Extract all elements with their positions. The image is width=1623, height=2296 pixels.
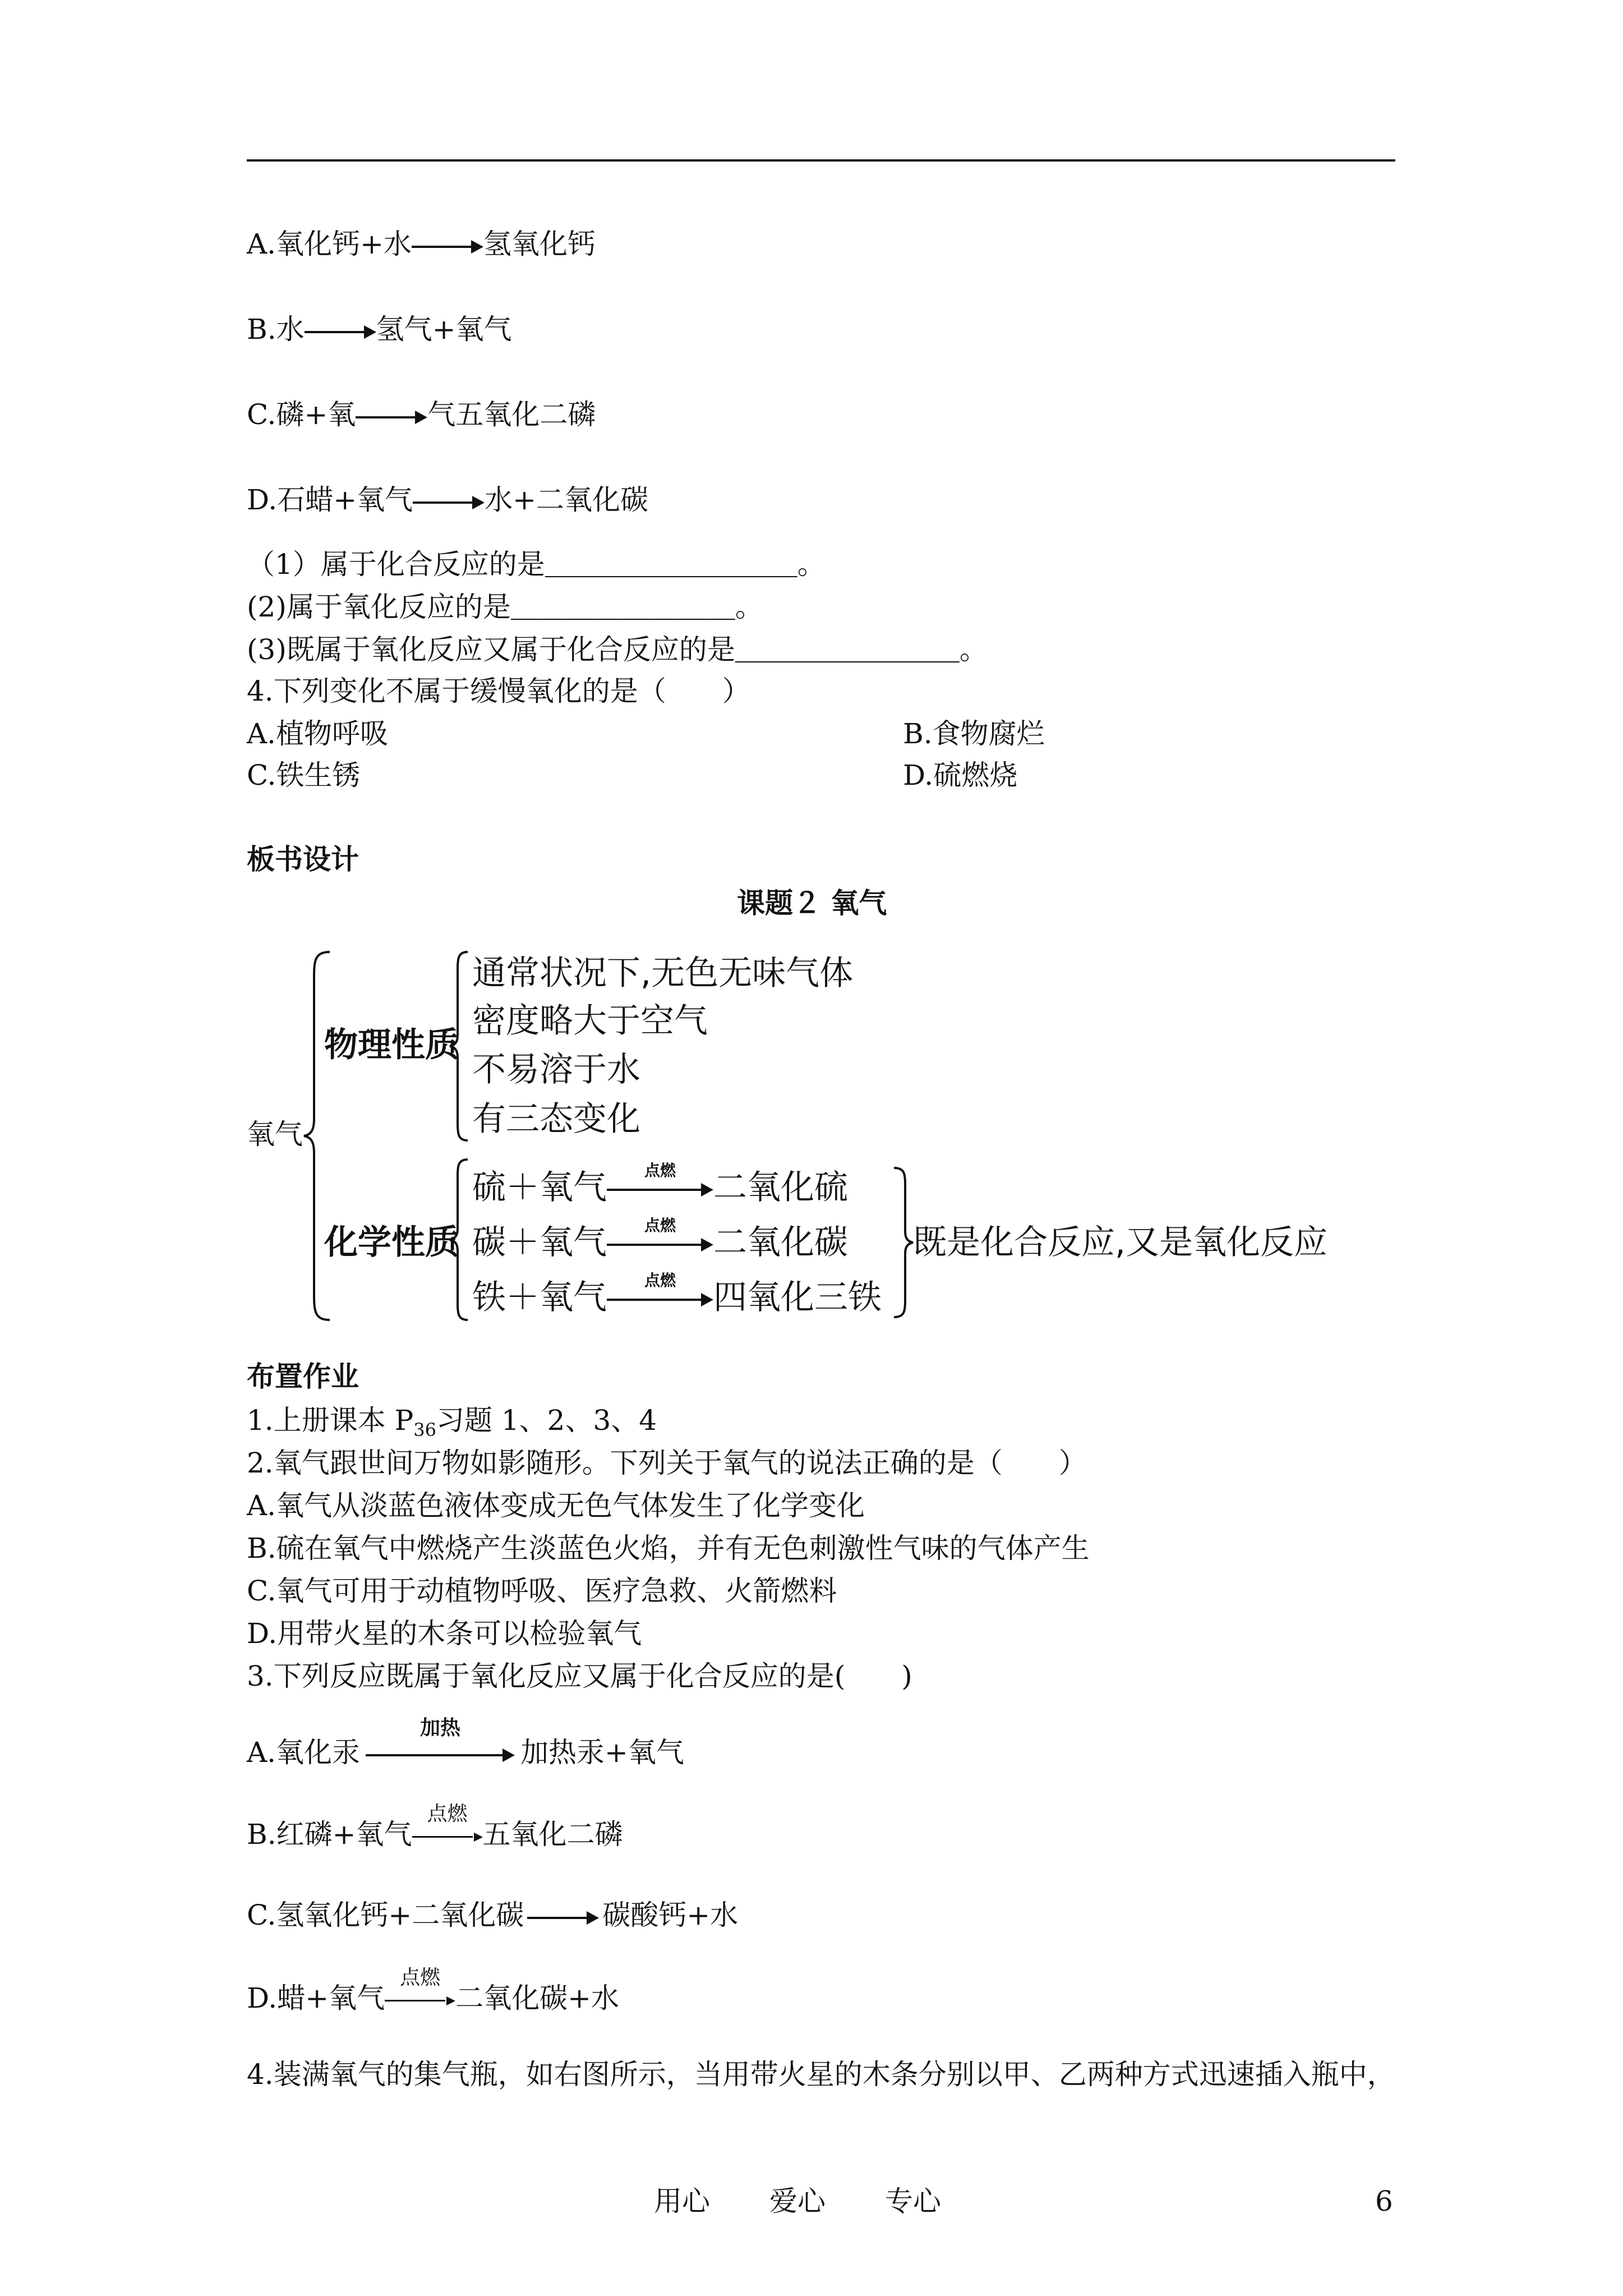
header-rule <box>247 159 1395 162</box>
reactant: B.红磷+氧气 <box>247 1818 412 1851</box>
reaction-condition: 点燃 <box>427 1802 468 1825</box>
product: 加热汞+氧气 <box>520 1736 684 1769</box>
product: 碳酸钙+水 <box>602 1899 739 1931</box>
chemical-summary: 既是化合反应,又是氧化反应 <box>913 1223 1328 1262</box>
page-subscript: 36 <box>413 1419 436 1441</box>
question-4-option-b: B.食物腐烂 <box>903 717 1045 750</box>
homework-q3-option-b <box>247 1802 623 1853</box>
question-4-option-c: C.铁生锈 <box>247 759 361 792</box>
sub-question-3: (3)既属于氧化反应又属于化合反应的是＿＿＿＿＿＿＿＿。 <box>247 633 988 666</box>
reaction-arrow <box>412 229 483 263</box>
homework-heading: 布置作业 <box>247 1360 359 1393</box>
homework-q3-stem: 3.下列反应既属于氧化反应又属于化合反应的是( ) <box>247 1660 912 1692</box>
reaction-arrow <box>607 1216 713 1261</box>
product: 水+二氧化碳 <box>485 484 648 516</box>
reaction-arrow <box>305 315 376 348</box>
page-number: 6 <box>1375 2185 1393 2217</box>
chemical-reaction-iron <box>472 1271 882 1317</box>
text: 习题 1、2、3、4 <box>436 1404 657 1437</box>
board-heading: 板书设计 <box>247 843 359 876</box>
reaction-arrow <box>413 485 485 519</box>
option-d-top <box>247 483 648 519</box>
reaction-condition: 点燃 <box>644 1271 676 1290</box>
reactant: C.磷+氧 <box>247 398 356 431</box>
footer-motto-1: 用心 <box>654 2185 710 2217</box>
chemical-properties-label: 化学性质 <box>324 1223 459 1262</box>
option-b-top <box>247 312 512 348</box>
option-a-top <box>247 227 596 263</box>
reactant: A.氧化钙+水 <box>247 228 412 260</box>
reactant: A.氧化汞 <box>247 1736 361 1769</box>
reactant: D.石蜡+氧气 <box>247 484 413 516</box>
reaction-arrow <box>607 1161 713 1206</box>
reaction-arrow <box>527 1901 599 1934</box>
footer-motto-2: 爱心 <box>769 2185 826 2217</box>
outer-brace <box>303 951 336 1321</box>
homework-q3-option-c <box>247 1898 738 1934</box>
chemical-reaction-sulfur <box>472 1161 848 1207</box>
physical-item-4: 有三态变化 <box>472 1099 640 1139</box>
reaction-arrow <box>412 1802 483 1853</box>
reaction-arrow <box>356 400 427 434</box>
reactant: B.水 <box>247 313 305 346</box>
board-root-oxygen: 氧气 <box>247 1118 303 1151</box>
product: 五氧化二磷 <box>482 1818 623 1851</box>
physical-item-1: 通常状况下,无色无味气体 <box>472 954 854 993</box>
reactant: 铁＋氧气 <box>472 1278 607 1317</box>
reaction-condition: 点燃 <box>400 1966 441 1989</box>
reactant: 硫＋氧气 <box>472 1168 607 1207</box>
sub-question-1: （1）属于化合反应的是＿＿＿＿＿＿＿＿＿。 <box>247 548 826 581</box>
reactant: 碳＋氧气 <box>472 1223 607 1262</box>
product: 二氧化碳 <box>713 1223 848 1262</box>
homework-q3-option-a <box>247 1716 684 1772</box>
text: 1.上册课本 P <box>247 1404 414 1437</box>
homework-q3-option-d <box>247 1966 619 2017</box>
homework-q2-option-d: D.用带火星的木条可以检验氧气 <box>247 1617 642 1650</box>
reaction-condition: 点燃 <box>644 1161 676 1180</box>
product: 氢氧化钙 <box>483 228 596 260</box>
product: 四氧化三铁 <box>713 1278 882 1317</box>
homework-q4-stem: 4.装满氧气的集气瓶，如右图所示，当用带火星的木条分别以甲、乙两种方式迅速插入瓶中， <box>247 2058 1395 2091</box>
reaction-condition: 加热 <box>420 1716 461 1740</box>
sub-question-2: (2)属于氧化反应的是＿＿＿＿＿＿＿＿。 <box>247 591 763 623</box>
chemical-brace <box>449 1158 471 1321</box>
reactant: C.氢氧化钙+二氧化碳 <box>247 1899 524 1931</box>
physical-brace <box>449 951 471 1142</box>
question-4-option-d: D.硫燃烧 <box>903 759 1018 792</box>
physical-item-2: 密度略大于空气 <box>472 1001 708 1041</box>
homework-q2-option-c: C.氧气可用于动植物呼吸、医疗急救、火箭燃料 <box>247 1575 837 1607</box>
chemical-reaction-carbon <box>472 1216 848 1262</box>
homework-line-1 <box>247 1404 657 1447</box>
reaction-condition: 点燃 <box>644 1216 676 1235</box>
product: 氢气+氧气 <box>376 313 512 346</box>
homework-q2-option-b: B.硫在氧气中燃烧产生淡蓝色火焰，并有无色刺激性气味的气体产生 <box>247 1532 1090 1565</box>
question-4-stem: 4.下列变化不属于缓慢氧化的是（ ） <box>247 675 750 707</box>
homework-q2-option-a: A.氧气从淡蓝色液体变成无色气体发生了化学变化 <box>247 1489 865 1522</box>
physical-item-3: 不易溶于水 <box>472 1050 640 1089</box>
product: 二氧化硫 <box>713 1168 848 1207</box>
option-c-top <box>247 398 596 434</box>
summary-brace <box>892 1167 914 1318</box>
question-4-option-a: A.植物呼吸 <box>247 717 389 750</box>
reaction-arrow <box>385 1966 455 2017</box>
reaction-arrow <box>607 1271 713 1316</box>
reactant: D.蜡+氧气 <box>247 1982 385 2014</box>
homework-q2-stem: 2.氧气跟世间万物如影随形。下列关于氧气的说法正确的是（ ） <box>247 1447 1087 1479</box>
reaction-arrow <box>366 1716 515 1772</box>
product: 二氧化碳+水 <box>455 1982 619 2014</box>
product: 气五氧化二磷 <box>427 398 596 431</box>
board-title: 课题２ 氧气 <box>737 886 887 919</box>
physical-properties-label: 物理性质 <box>324 1025 459 1065</box>
footer-motto-3: 专心 <box>885 2185 941 2217</box>
